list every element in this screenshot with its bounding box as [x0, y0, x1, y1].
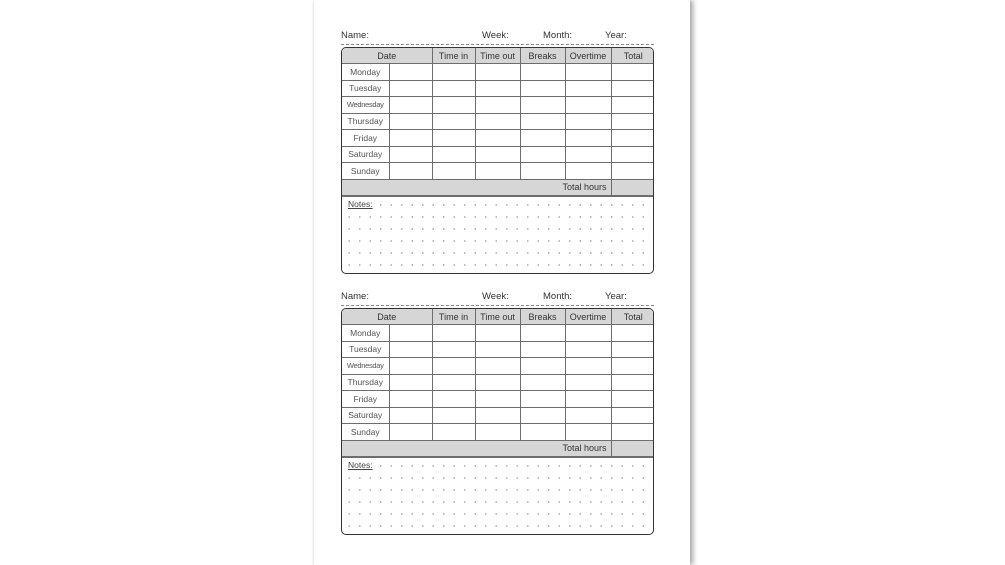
- breaks-cell[interactable]: [520, 358, 565, 375]
- date-cell[interactable]: [389, 113, 432, 130]
- table-row: [342, 407, 654, 424]
- total-cell[interactable]: [611, 424, 654, 441]
- day-label: Sunday: [342, 424, 389, 441]
- col-header-breaks: Breaks: [520, 309, 565, 325]
- table-row: [342, 113, 654, 130]
- overtime-cell[interactable]: [565, 407, 611, 424]
- total-cell[interactable]: [611, 80, 654, 97]
- breaks-cell[interactable]: [520, 97, 565, 114]
- timesheet-block-1: [341, 30, 654, 274]
- header-fields: [341, 291, 654, 306]
- breaks-cell[interactable]: [520, 341, 565, 358]
- breaks-cell[interactable]: [520, 163, 565, 180]
- total-cell[interactable]: [611, 64, 654, 81]
- time-in-cell[interactable]: [432, 424, 475, 441]
- overtime-cell[interactable]: [565, 341, 611, 358]
- total-hours-label: Total hours: [342, 179, 611, 195]
- year-field-label: Year:: [605, 291, 627, 302]
- breaks-cell[interactable]: [520, 113, 565, 130]
- time-in-cell[interactable]: [432, 64, 475, 81]
- total-hours-row: [342, 179, 654, 195]
- day-label: Sunday: [342, 163, 389, 180]
- day-label: Tuesday: [342, 80, 389, 97]
- timesheet-card: [341, 308, 654, 535]
- table-header-row: [342, 48, 654, 64]
- total-cell[interactable]: [611, 146, 654, 163]
- total-hours-label: Total hours: [342, 440, 611, 456]
- time-out-cell[interactable]: [475, 358, 520, 375]
- total-cell[interactable]: [611, 113, 654, 130]
- total-cell[interactable]: [611, 97, 654, 114]
- table-row: [342, 80, 654, 97]
- time-in-cell[interactable]: [432, 97, 475, 114]
- table-row: [342, 64, 654, 81]
- time-out-cell[interactable]: [475, 130, 520, 147]
- time-out-cell[interactable]: [475, 424, 520, 441]
- col-header-date: Date: [342, 48, 432, 64]
- overtime-cell[interactable]: [565, 146, 611, 163]
- breaks-cell[interactable]: [520, 130, 565, 147]
- breaks-cell[interactable]: [520, 325, 565, 342]
- total-cell[interactable]: [611, 163, 654, 180]
- time-out-cell[interactable]: [475, 113, 520, 130]
- time-out-cell[interactable]: [475, 80, 520, 97]
- col-header-total: Total: [611, 48, 654, 64]
- time-in-cell[interactable]: [432, 341, 475, 358]
- overtime-cell[interactable]: [565, 64, 611, 81]
- breaks-cell[interactable]: [520, 407, 565, 424]
- table-header-row: [342, 309, 654, 325]
- time-in-cell[interactable]: [432, 325, 475, 342]
- col-header-total: Total: [611, 309, 654, 325]
- week-field-label: Week:: [482, 30, 509, 41]
- timesheet-page: [314, 0, 690, 565]
- total-cell[interactable]: [611, 391, 654, 408]
- overtime-cell[interactable]: [565, 325, 611, 342]
- total-hours-cell[interactable]: [611, 179, 654, 195]
- time-in-cell[interactable]: [432, 391, 475, 408]
- notes-label: Notes:: [348, 198, 373, 209]
- month-field-label: Month:: [543, 30, 573, 41]
- breaks-cell[interactable]: [520, 374, 565, 391]
- timesheet-card: [341, 47, 654, 274]
- time-in-cell[interactable]: [432, 358, 475, 375]
- day-label: Friday: [342, 130, 389, 147]
- table-row: [342, 97, 654, 114]
- date-cell[interactable]: [389, 325, 432, 342]
- header-fields: [341, 30, 654, 45]
- time-in-cell[interactable]: [432, 407, 475, 424]
- year-field-label: Year:: [605, 30, 627, 41]
- col-header-time-out: Time out: [475, 309, 520, 325]
- timesheet-table: [342, 309, 654, 457]
- breaks-cell[interactable]: [520, 80, 565, 97]
- day-label: Wednesday: [342, 358, 389, 375]
- date-cell[interactable]: [389, 424, 432, 441]
- date-cell[interactable]: [389, 97, 432, 114]
- table-row: [342, 391, 654, 408]
- overtime-cell[interactable]: [565, 97, 611, 114]
- overtime-cell[interactable]: [565, 130, 611, 147]
- day-label: Thursday: [342, 374, 389, 391]
- time-in-cell[interactable]: [432, 374, 475, 391]
- table-row: [342, 163, 654, 180]
- notes-area[interactable]: [342, 196, 653, 273]
- date-cell[interactable]: [389, 80, 432, 97]
- day-label: Saturday: [342, 407, 389, 424]
- col-header-overtime: Overtime: [565, 309, 611, 325]
- time-in-cell[interactable]: [432, 113, 475, 130]
- total-cell[interactable]: [611, 374, 654, 391]
- table-row: [342, 358, 654, 375]
- overtime-cell[interactable]: [565, 358, 611, 375]
- table-row: [342, 341, 654, 358]
- time-out-cell[interactable]: [475, 391, 520, 408]
- time-out-cell[interactable]: [475, 341, 520, 358]
- col-header-time-in: Time in: [432, 48, 475, 64]
- month-field-label: Month:: [543, 291, 573, 302]
- table-row: [342, 424, 654, 441]
- overtime-cell[interactable]: [565, 424, 611, 441]
- time-out-cell[interactable]: [475, 325, 520, 342]
- day-label: Monday: [342, 64, 389, 81]
- breaks-cell[interactable]: [520, 391, 565, 408]
- date-cell[interactable]: [389, 341, 432, 358]
- breaks-cell[interactable]: [520, 424, 565, 441]
- total-cell[interactable]: [611, 341, 654, 358]
- day-label: Monday: [342, 325, 389, 342]
- date-cell[interactable]: [389, 358, 432, 375]
- overtime-cell[interactable]: [565, 391, 611, 408]
- table-row: [342, 374, 654, 391]
- total-cell[interactable]: [611, 358, 654, 375]
- date-cell[interactable]: [389, 407, 432, 424]
- col-header-date: Date: [342, 309, 432, 325]
- time-in-cell[interactable]: [432, 130, 475, 147]
- time-out-cell[interactable]: [475, 146, 520, 163]
- day-label: Wednesday: [342, 97, 389, 114]
- total-cell[interactable]: [611, 325, 654, 342]
- col-header-time-out: Time out: [475, 48, 520, 64]
- week-field-label: Week:: [482, 291, 509, 302]
- day-label: Tuesday: [342, 341, 389, 358]
- day-label: Thursday: [342, 113, 389, 130]
- overtime-cell[interactable]: [565, 374, 611, 391]
- total-cell[interactable]: [611, 407, 654, 424]
- time-out-cell[interactable]: [475, 97, 520, 114]
- table-row: [342, 325, 654, 342]
- col-header-time-in: Time in: [432, 309, 475, 325]
- notes-label: Notes:: [348, 459, 373, 470]
- timesheet-table: [342, 48, 654, 196]
- notes-area[interactable]: [342, 457, 653, 534]
- time-out-cell[interactable]: [475, 64, 520, 81]
- time-out-cell[interactable]: [475, 374, 520, 391]
- time-in-cell[interactable]: [432, 163, 475, 180]
- total-hours-cell[interactable]: [611, 440, 654, 456]
- time-in-cell[interactable]: [432, 80, 475, 97]
- time-out-cell[interactable]: [475, 407, 520, 424]
- timesheet-block-2: [341, 291, 654, 535]
- total-hours-row: [342, 440, 654, 456]
- day-label: Friday: [342, 391, 389, 408]
- overtime-cell[interactable]: [565, 113, 611, 130]
- date-cell[interactable]: [389, 391, 432, 408]
- date-cell[interactable]: [389, 374, 432, 391]
- day-label: Saturday: [342, 146, 389, 163]
- col-header-breaks: Breaks: [520, 48, 565, 64]
- overtime-cell[interactable]: [565, 80, 611, 97]
- time-in-cell[interactable]: [432, 146, 475, 163]
- name-field-label: Name:: [341, 291, 369, 302]
- time-out-cell[interactable]: [475, 163, 520, 180]
- date-cell[interactable]: [389, 146, 432, 163]
- table-row: [342, 130, 654, 147]
- breaks-cell[interactable]: [520, 146, 565, 163]
- table-row: [342, 146, 654, 163]
- name-field-label: Name:: [341, 30, 369, 41]
- date-cell[interactable]: [389, 130, 432, 147]
- breaks-cell[interactable]: [520, 64, 565, 81]
- date-cell[interactable]: [389, 163, 432, 180]
- total-cell[interactable]: [611, 130, 654, 147]
- date-cell[interactable]: [389, 64, 432, 81]
- col-header-overtime: Overtime: [565, 48, 611, 64]
- overtime-cell[interactable]: [565, 163, 611, 180]
